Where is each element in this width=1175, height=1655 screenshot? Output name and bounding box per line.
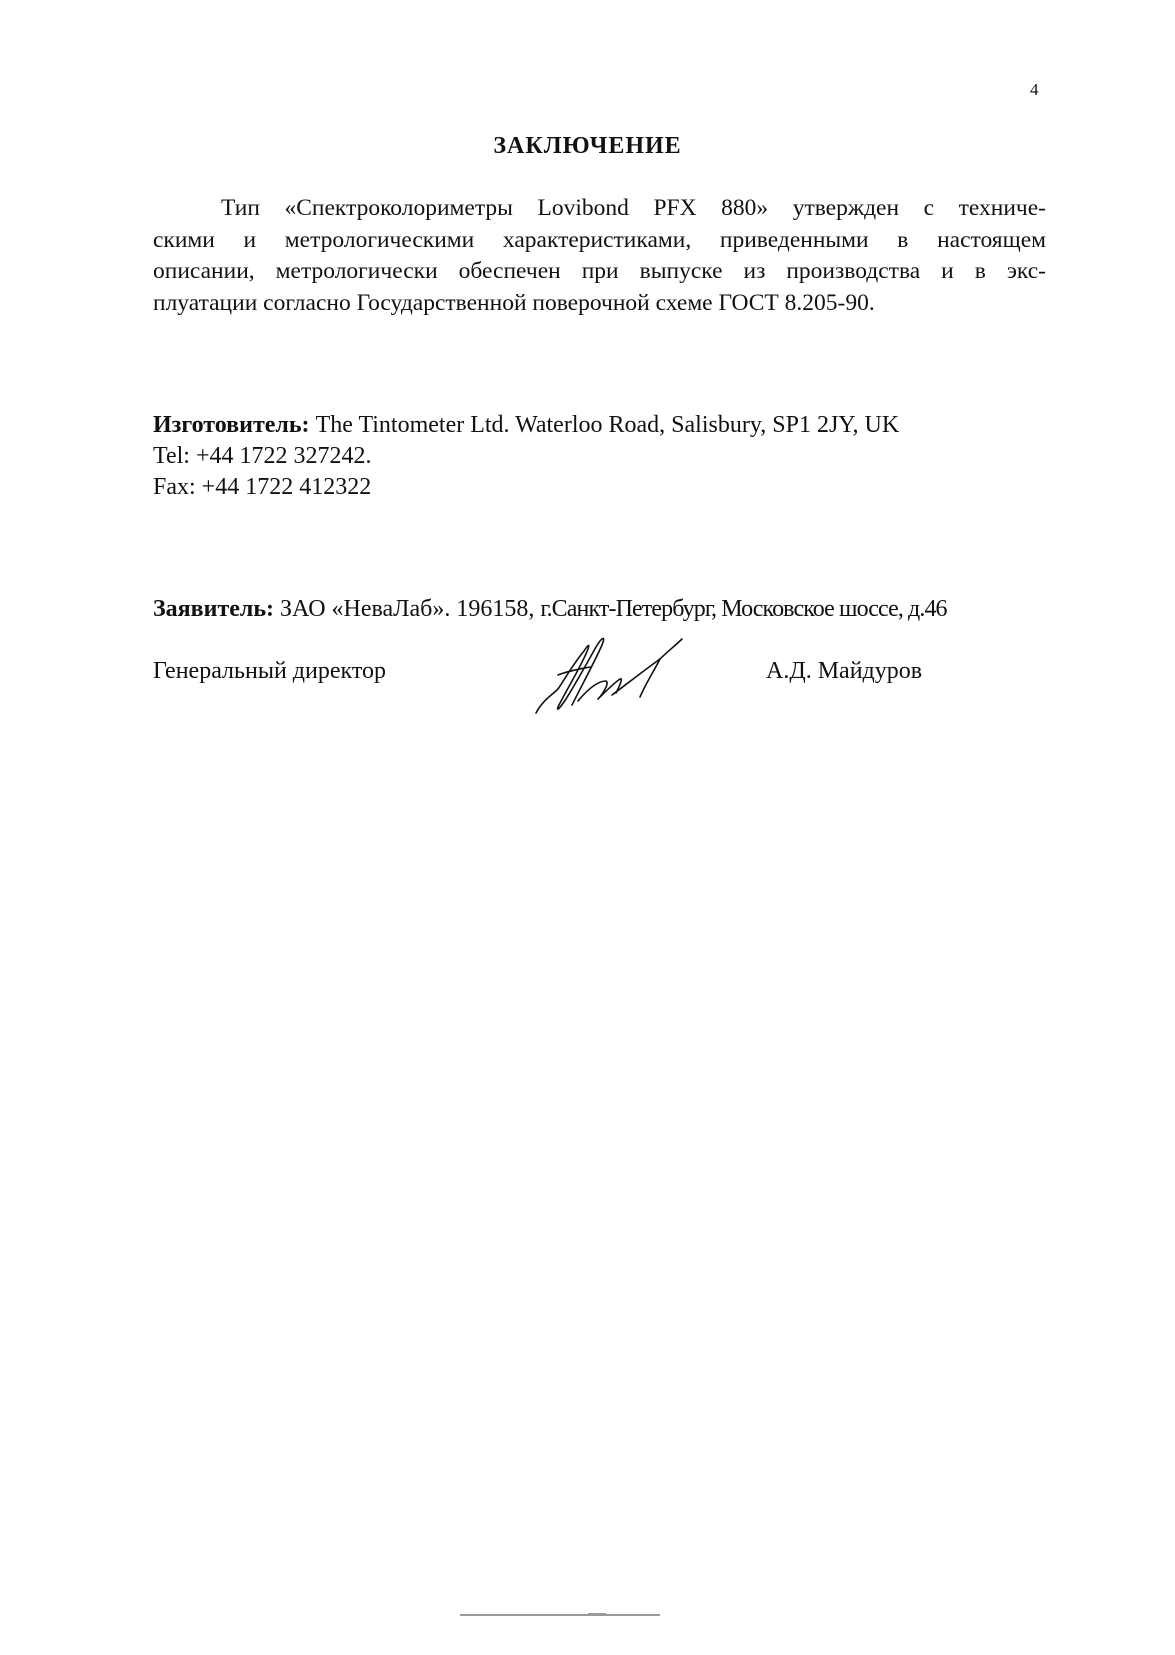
director-position: Генеральный директор — [153, 658, 387, 684]
manufacturer-tel: Tel: +44 1722 327242. — [153, 443, 372, 469]
scan-artifact-line — [626, 1614, 644, 1616]
conclusion-line: скими и метрологическими характеристиками, приведенными в настоящем — [153, 226, 1046, 253]
document-title: ЗАКЛЮЧЕНИЕ — [493, 133, 682, 159]
manufacturer-fax: Fax: +44 1722 412322 — [153, 474, 372, 500]
signature-icon — [528, 625, 698, 725]
conclusion-line: плуатации согласно Государственной поверочной схеме ГОСТ 8.205-90. — [153, 289, 875, 316]
page-number: 4 — [1030, 80, 1039, 99]
conclusion-paragraph — [153, 193, 1046, 319]
applicant-label: Заявитель: — [153, 596, 275, 622]
applicant-address: г.Санкт-Петербург, Московское шоссе, д.46 — [540, 596, 947, 622]
manufacturer-address: The Tintometer Ltd. Waterloo Road, Salisbury, SP1 2JY, UK — [309, 412, 900, 438]
manufacturer-block — [153, 410, 899, 503]
applicant-name: ЗАО «НеваЛаб». 196158, — [274, 596, 541, 622]
conclusion-line: описании, метрологически обеспечен при выпуске из производства и в экс- — [153, 258, 1046, 284]
scan-artifact-line — [588, 1613, 606, 1615]
manufacturer-label: Изготовитель: — [153, 412, 310, 438]
conclusion-line: Тип «Спектроколориметры Lovibond PFX 880» утвержден с техниче- — [221, 195, 1046, 221]
applicant-row — [153, 596, 947, 623]
manufacturer-row — [153, 410, 899, 441]
director-name: А.Д. Майдуров — [766, 658, 923, 684]
